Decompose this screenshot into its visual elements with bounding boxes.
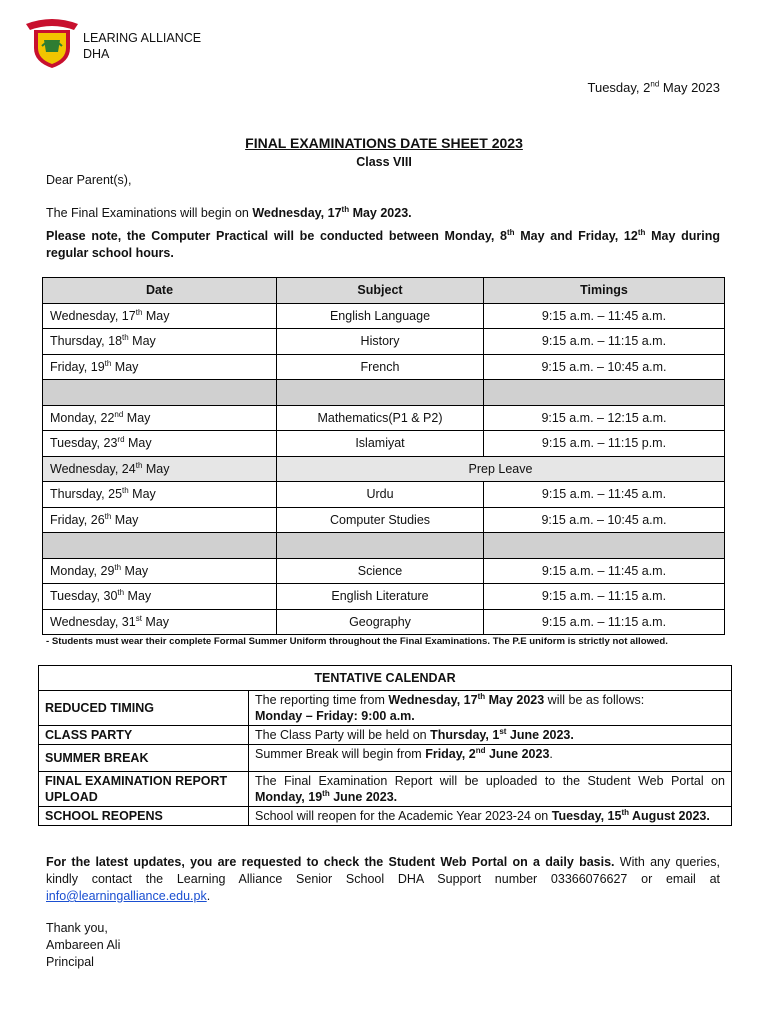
- subject-cell: Geography: [277, 609, 484, 635]
- letter-date: Tuesday, 2nd May 2023: [587, 79, 720, 95]
- calendar-key: SUMMER BREAK: [39, 745, 249, 772]
- calendar-row: [39, 745, 732, 772]
- timing-cell: 9:15 a.m. – 10:45 a.m.: [484, 354, 725, 380]
- table-row: [43, 405, 725, 431]
- calendar-value: The Class Party will be held on Thursday, 1st June 2023.: [249, 726, 732, 745]
- timing-cell: 9:15 a.m. – 12:15 a.m.: [484, 405, 725, 431]
- timing-cell: 9:15 a.m. – 11:45 a.m.: [484, 303, 725, 329]
- calendar-value: School will reopen for the Academic Year 2023-24 on Tuesday, 15th August 2023.: [249, 807, 732, 826]
- date-cell: Monday, 22nd May: [43, 405, 277, 431]
- calendar-heading: TENTATIVE CALENDAR: [39, 666, 732, 691]
- calendar-value: The reporting time from Wednesday, 17th May 2023 will be as follows: Monday – Friday: 9:00 a.m.: [249, 691, 732, 726]
- subject-cell: Science: [277, 558, 484, 584]
- calendar-value: The Final Examination Report will be uploaded to the Student Web Portal on Monday, 19th June 2023.: [249, 772, 732, 807]
- timing-cell: 9:15 a.m. – 11:15 a.m.: [484, 584, 725, 610]
- calendar-key: SCHOOL REOPENS: [39, 807, 249, 826]
- date-cell: Wednesday, 24th May: [43, 456, 277, 482]
- date-cell: Wednesday, 31st May: [43, 609, 277, 635]
- table-row: [43, 354, 725, 380]
- column-header-subject: Subject: [277, 278, 484, 304]
- calendar-row: [39, 807, 732, 826]
- date-cell: Monday, 29th May: [43, 558, 277, 584]
- table-header-row: [43, 278, 725, 304]
- weekend-separator-row: [43, 533, 725, 559]
- calendar-row: [39, 726, 732, 745]
- timing-cell: 9:15 a.m. – 11:45 a.m.: [484, 558, 725, 584]
- date-cell: Friday, 26th May: [43, 507, 277, 533]
- subject-cell: Mathematics(P1 & P2): [277, 405, 484, 431]
- school-name-text: LEARING ALLIANCE: [83, 31, 202, 45]
- subject-cell: Islamiyat: [277, 431, 484, 457]
- signoff: [46, 920, 720, 971]
- subject-cell: English Language: [277, 303, 484, 329]
- date-cell: Tuesday, 30th May: [43, 584, 277, 610]
- timing-cell: 9:15 a.m. – 11:45 a.m.: [484, 482, 725, 508]
- salutation: Dear Parent(s),: [46, 173, 132, 187]
- table-row: [43, 609, 725, 635]
- signoff-name: Ambareen Ali: [46, 938, 121, 952]
- page-title: FINAL EXAMINATIONS DATE SHEET 2023: [245, 135, 523, 151]
- calendar-key: FINAL EXAMINATION REPORT UPLOAD: [39, 772, 249, 807]
- date-cell: Thursday, 25th May: [43, 482, 277, 508]
- timing-cell: 9:15 a.m. – 11:15 a.m.: [484, 609, 725, 635]
- calendar-row: [39, 772, 732, 807]
- calendar-value: Summer Break will begin from Friday, 2nd June 2023.: [249, 745, 732, 772]
- uniform-note: - Students must wear their complete Formal Summer Uniform throughout the Final Examinations. The P.E uniform is strictly not allowed.: [46, 636, 668, 647]
- timing-cell: 9:15 a.m. – 10:45 a.m.: [484, 507, 725, 533]
- timing-cell: 9:15 a.m. – 11:15 a.m.: [484, 329, 725, 355]
- subject-cell: History: [277, 329, 484, 355]
- timing-cell: 9:15 a.m. – 11:15 p.m.: [484, 431, 725, 457]
- table-row: [43, 431, 725, 457]
- subject-cell: Computer Studies: [277, 507, 484, 533]
- support-email-link[interactable]: info@learningalliance.edu.pk: [46, 889, 207, 903]
- table-row: [43, 558, 725, 584]
- signoff-thanks: Thank you,: [46, 921, 108, 935]
- date-cell: Thursday, 18th May: [43, 329, 277, 355]
- table-row: [43, 456, 725, 482]
- table-row: [43, 584, 725, 610]
- column-header-date: Date: [43, 278, 277, 304]
- school-logo: [24, 18, 80, 70]
- table-row: [43, 329, 725, 355]
- closing-paragraph: For the latest updates, you are requested to check the Student Web Portal on a daily basis. With any queries, kindly contact the Learning Alliance Senior School DHA Support number 03366076627 or email at info@learningalliance.edu.pk.: [46, 855, 721, 903]
- subject-cell: Urdu: [277, 482, 484, 508]
- prep-leave-cell: Prep Leave: [277, 456, 725, 482]
- class-label: Class VIII: [356, 155, 412, 169]
- tentative-calendar-table: [38, 665, 732, 826]
- intro-paragraph: The Final Examinations will begin on Wednesday, 17th May 2023.: [46, 204, 412, 220]
- table-row: [43, 507, 725, 533]
- calendar-key: REDUCED TIMING: [39, 691, 249, 726]
- calendar-heading-row: [39, 666, 732, 691]
- school-name: [83, 30, 201, 62]
- calendar-row: [39, 691, 732, 726]
- subject-cell: French: [277, 354, 484, 380]
- subject-cell: English Literature: [277, 584, 484, 610]
- date-cell: Wednesday, 17th May: [43, 303, 277, 329]
- signoff-title: Principal: [46, 955, 94, 969]
- date-cell: Tuesday, 23rd May: [43, 431, 277, 457]
- exam-date-table: [42, 277, 725, 635]
- table-row: [43, 303, 725, 329]
- date-cell: Friday, 19th May: [43, 354, 277, 380]
- column-header-timings: Timings: [484, 278, 725, 304]
- branch-name: DHA: [83, 47, 110, 61]
- calendar-key: CLASS PARTY: [39, 726, 249, 745]
- practical-note: Please note, the Computer Practical will be conducted between Monday, 8th May and Friday, 12th May during regular school hours.: [46, 227, 720, 260]
- weekend-separator-row: [43, 380, 725, 406]
- table-row: [43, 482, 725, 508]
